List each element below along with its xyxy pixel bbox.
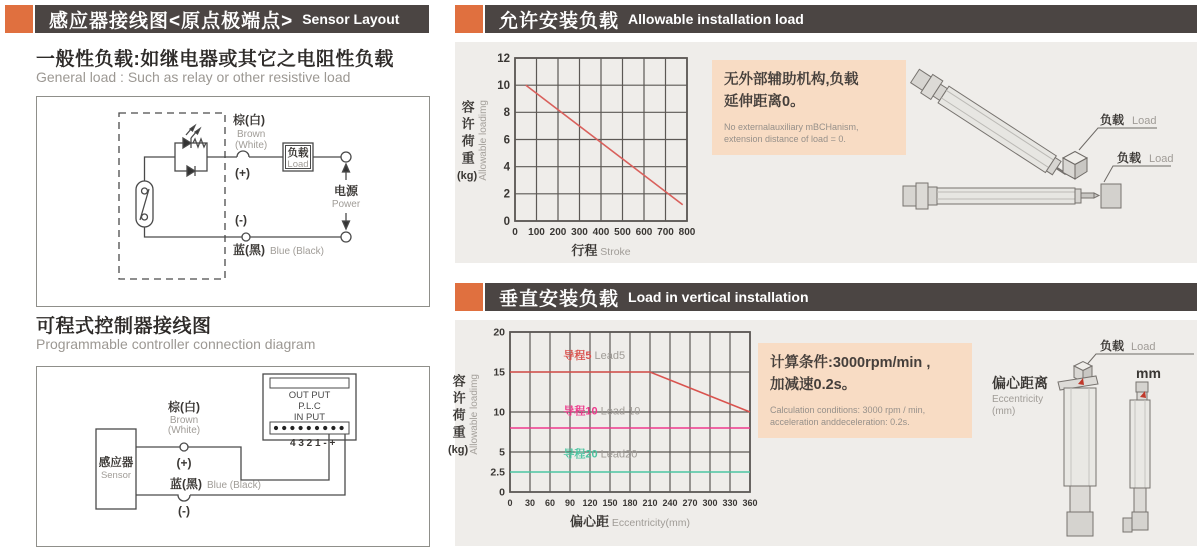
arrow-down-icon (343, 221, 350, 229)
wire-junction (242, 233, 250, 241)
terminal-numbers: 4 3 2 1 - + (290, 438, 336, 449)
header-accent-square (455, 5, 483, 33)
sensor-dashed-outline (119, 113, 225, 279)
actuator-rod (1081, 193, 1094, 198)
y-tick-label: 12 (497, 52, 511, 65)
y-tick-label: 0 (499, 486, 506, 499)
brown-wire-label-zh: 棕(白) (233, 113, 265, 127)
minus-label: (-) (178, 504, 190, 518)
y-tick-label: 4 (503, 161, 511, 174)
load1-label-zh: 负载 (1100, 113, 1125, 127)
calculation-note (758, 343, 972, 438)
y-tick-label: 10 (493, 406, 506, 419)
header-title-zh: 感应器接线图<原点极端点> (49, 10, 294, 32)
y-axis-label (457, 48, 489, 233)
header-title-en: Allowable installation load (628, 11, 804, 27)
x-tick-label: 60 (545, 498, 556, 508)
series-label: 导程20 Lead20 (563, 448, 638, 461)
actuator-rod (1070, 486, 1090, 512)
actuator-body (1130, 400, 1150, 488)
x-axis-label: 行程 Stroke (571, 243, 631, 258)
y-axis-label-zh: 容许荷重 (459, 99, 475, 168)
horizontal-actuator-illustration (895, 46, 1195, 258)
sensor-layout-header (5, 5, 429, 33)
load2-label-en: Load (1149, 153, 1174, 165)
actuator-body (938, 86, 1056, 172)
x-tick-label: 240 (662, 498, 678, 508)
load-box-label-zh: 负载 (287, 147, 309, 159)
x-tick-label: 90 (565, 498, 576, 508)
plc-output-label: OUT PUT (288, 390, 331, 401)
x-tick-label: 300 (702, 498, 718, 508)
arrow-up-icon (343, 164, 350, 172)
x-tick-label: 180 (622, 498, 638, 508)
note-zh-line1: 无外部辅助机构,负载 (724, 72, 859, 88)
y-tick-label: 6 (503, 134, 511, 147)
allowable-load-header (455, 5, 1197, 33)
note-en-line1: Calculation conditions: 3000 rpm / min, (770, 404, 926, 415)
x-tick-label: 120 (582, 498, 598, 508)
note-en-line1: No externalauxiliary mBCHanism, (724, 121, 859, 132)
actuator-body (937, 188, 1075, 204)
diode-symbol (187, 166, 195, 176)
header-bar (35, 5, 429, 33)
x-tick-label: 360 (742, 498, 758, 508)
eccentricity-chart-svg (480, 322, 760, 536)
note-zh-line1: 计算条件:3000rpm/min , (770, 355, 931, 371)
blue-wire-label-zh: 蓝(黑) (170, 477, 202, 491)
plc-title: 可程式控制器接线图 (36, 316, 212, 337)
series-label: 导程10 Lead 10 (563, 405, 641, 418)
x-tick-label: 100 (528, 227, 546, 238)
general-load-title: 一般性负载:如继电器或其它之电阻性负载 (36, 49, 394, 70)
power-label-en: Power (331, 199, 361, 210)
y-axis-label-en: Allowable loadimg (469, 374, 481, 455)
series-label: 导程5 Lead5 (563, 350, 626, 363)
wire-junction (180, 443, 188, 451)
load-label-en: Load (1131, 341, 1156, 353)
plus-label: (+) (235, 166, 250, 180)
eccentricity-label-en: Eccentricity (992, 394, 1044, 405)
x-tick-label: 270 (682, 498, 698, 508)
eccentricity-unit: (mm) (992, 406, 1016, 417)
power-terminal-plus (341, 152, 351, 162)
load-box-label-en: Load (287, 159, 309, 170)
y-tick-label: 10 (497, 79, 511, 92)
header-title-en: Sensor Layout (302, 11, 400, 27)
power-terminal-minus (341, 232, 351, 242)
series-line (526, 85, 683, 205)
note-zh-line2: 延伸距离0。 (724, 93, 805, 110)
load-block (1136, 382, 1148, 392)
general-load-diagram (37, 97, 429, 303)
brown-wire-label-en: Brown (237, 129, 266, 140)
leader-line (1104, 166, 1171, 182)
brown-wire-label-en: Brown (169, 415, 199, 426)
y-tick-label: 20 (493, 326, 506, 339)
note-zh-line2: 加减速0.2s。 (770, 376, 857, 393)
x-axis-label: 偏心距 Eccentricity(mm) (570, 514, 691, 529)
x-tick-label: 300 (571, 227, 589, 238)
header-title-zh: 允许安装负载 (499, 10, 620, 32)
plc-diagram (37, 367, 429, 543)
wire-hop (237, 151, 249, 157)
y-axis-unit: (kg) (448, 443, 469, 456)
x-tick-label: 400 (592, 227, 610, 238)
x-tick-label: 330 (722, 498, 738, 508)
header-accent-square (455, 283, 483, 311)
motor-block (903, 186, 916, 206)
note-en-line2: acceleration anddeceleration: 0.2s. (770, 417, 910, 428)
eccentricity-chart (448, 322, 760, 536)
sensor-label-en: Sensor (100, 470, 132, 481)
y-tick-label: 2 (503, 188, 511, 201)
brown-wire-label-zh: 棕(白) (168, 400, 200, 414)
x-tick-label: 150 (602, 498, 618, 508)
led-symbol (183, 138, 191, 148)
x-tick-label: 210 (642, 498, 658, 508)
actuator-rod (1134, 488, 1146, 512)
plc-diagram-box (36, 366, 430, 547)
header-bar (485, 283, 1197, 311)
white-wire-label-en: (White) (167, 425, 201, 436)
load2-label-zh: 负载 (1117, 151, 1142, 165)
y-tick-label: 8 (503, 107, 511, 120)
blue-wire-label-en: Blue (Black) (270, 246, 324, 257)
plc-label: P.L.C (298, 401, 321, 412)
eccentricity-label-zh: 偏心距离 (992, 375, 1048, 391)
header-bar (485, 5, 1197, 33)
wire (145, 157, 176, 181)
blue-wire-label-en: Blue (Black) (207, 480, 261, 491)
stroke-chart (457, 48, 699, 262)
installation-note (712, 60, 906, 155)
end-block (1067, 512, 1093, 536)
sensor-box (96, 429, 136, 509)
minus-label: (-) (235, 213, 247, 227)
x-tick-label: 30 (525, 498, 536, 508)
note-en-line2: extension distance of load = 0. (724, 134, 846, 145)
x-tick-label: 0 (507, 498, 513, 508)
load-label-zh: 负载 (1100, 339, 1125, 353)
load1-label-en: Load (1132, 115, 1157, 127)
load-block (1101, 184, 1121, 208)
general-load-subtitle: General load : Such as relay or other resistive load (36, 69, 351, 85)
power-label-zh: 电源 (333, 184, 359, 198)
header-title-en: Load in vertical installation (628, 289, 809, 305)
plc-input-label: IN PUT (293, 412, 326, 423)
y-tick-label: 15 (493, 366, 506, 379)
y-axis-label-en: Allowable loadimg (478, 100, 490, 181)
x-tick-label: 0 (512, 227, 518, 238)
plus-label: (+) (176, 456, 192, 470)
general-load-diagram-box (36, 96, 430, 307)
plc-subtitle: Programmable controller connection diagram (36, 336, 316, 352)
mm-label: mm (1136, 365, 1161, 381)
end-block (1132, 512, 1148, 530)
white-wire-label-en: (White) (235, 140, 268, 151)
actuator-body (1064, 388, 1096, 486)
y-tick-label: 5 (499, 446, 506, 459)
y-tick-label: 0 (503, 215, 511, 228)
emission-arrow (190, 126, 195, 132)
plc-display (270, 378, 349, 388)
vertical-load-header (455, 283, 1197, 311)
emission-arrow (195, 129, 200, 135)
y-axis-unit: (kg) (457, 169, 478, 182)
leader-line (1079, 128, 1157, 150)
vertical-actuator-illustration (988, 326, 1198, 546)
x-tick-label: 800 (678, 227, 696, 238)
load-cube (1063, 152, 1087, 180)
x-tick-label: 500 (614, 227, 632, 238)
x-tick-label: 200 (549, 227, 567, 238)
blue-wire-label-zh: 蓝(黑) (233, 243, 265, 257)
y-axis-label (448, 322, 480, 507)
header-title-zh: 垂直安装负载 (499, 288, 620, 310)
y-tick-label: 2.5 (490, 466, 506, 479)
x-tick-label: 600 (635, 227, 653, 238)
header-accent-square (5, 5, 33, 33)
x-tick-label: 700 (657, 227, 675, 238)
stroke-chart-svg (489, 48, 699, 262)
sensor-label-zh: 感应器 (98, 457, 134, 469)
y-axis-label-zh: 容许荷重 (450, 373, 466, 442)
